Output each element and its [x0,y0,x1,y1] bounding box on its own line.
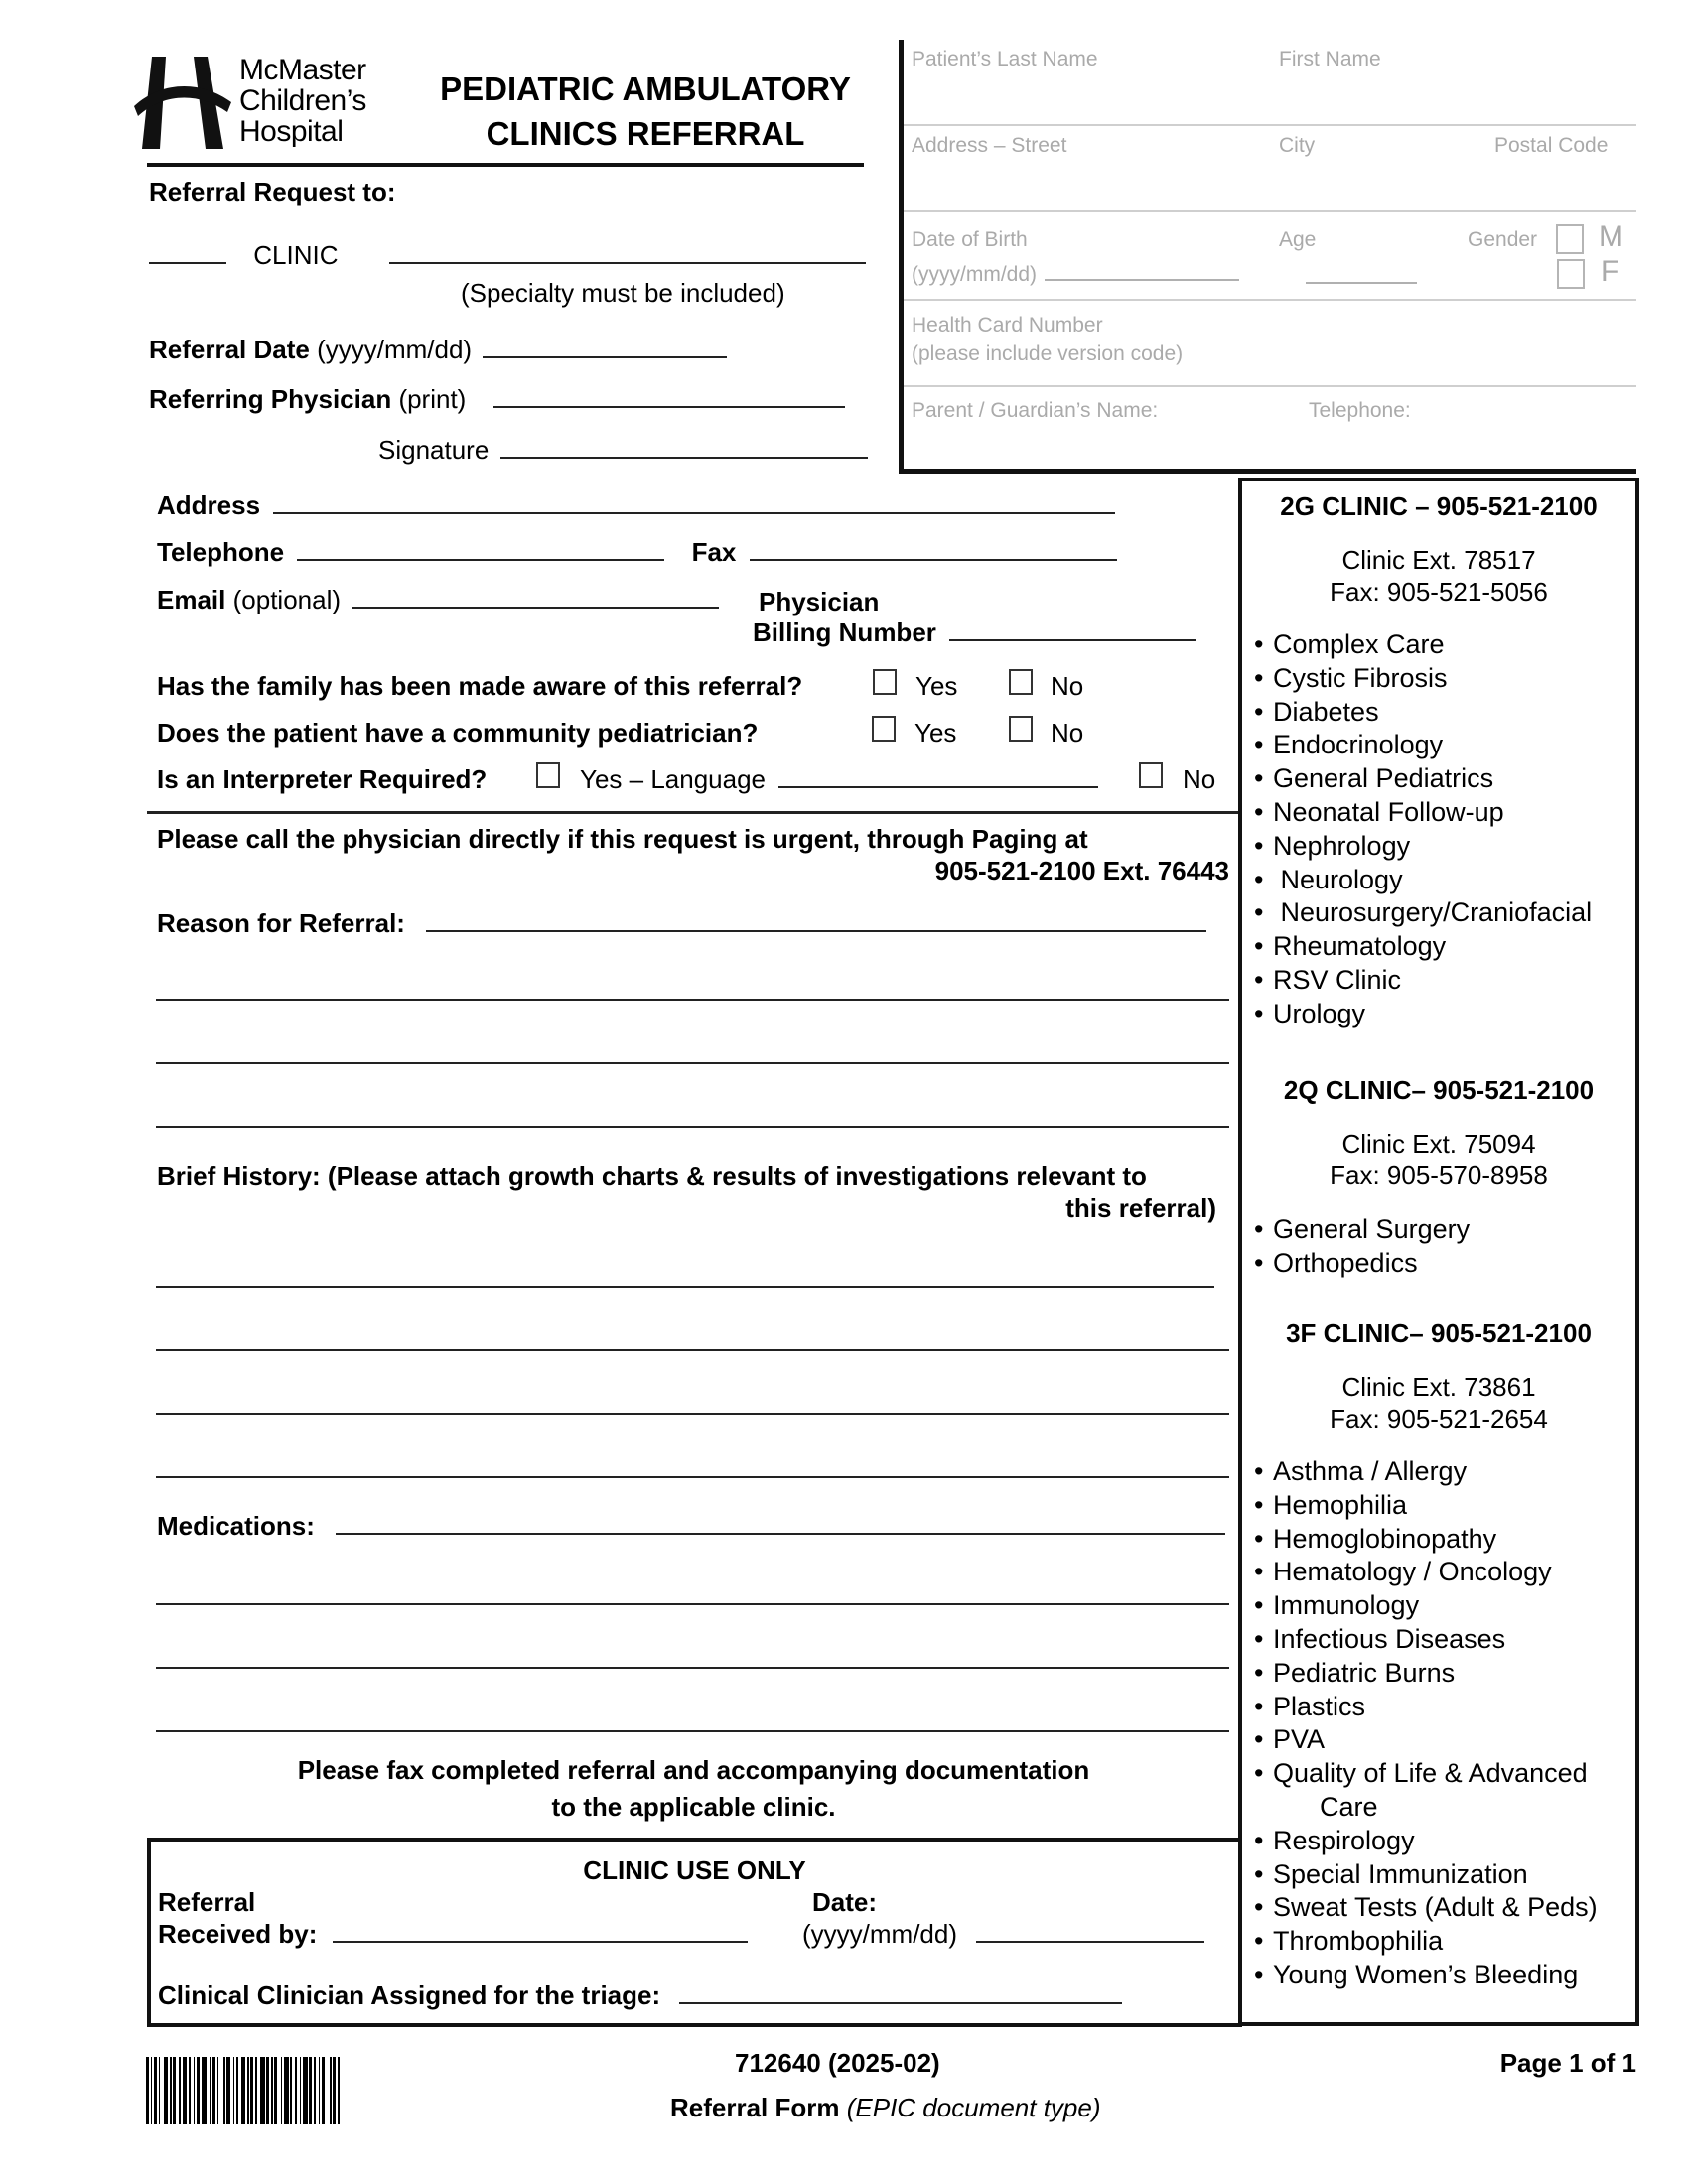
medications-field-line-2[interactable] [156,1603,1229,1605]
service-item: • Infectious Diseases [1254,1623,1598,1657]
interpreter-language-field[interactable] [778,786,1098,788]
hospital-arch-icon [132,55,231,154]
community-pediatrician-no-checkbox[interactable] [1009,716,1033,742]
billing-number-field[interactable] [949,639,1196,641]
form-name: Referral Form [670,2093,840,2122]
gender-m-label: M [1599,220,1623,253]
patient-name-row[interactable] [904,40,1636,126]
medications-field-line-4[interactable] [156,1730,1229,1732]
service-item: • Orthopedics [1254,1247,1470,1281]
community-pediatrician-yes-label: Yes [914,718,957,748]
form-type: (EPIC document type) [846,2093,1101,2122]
clinic-2g-ext: Clinic Ext. 78517 [1341,545,1536,575]
clinic-3f-fax: Fax: 905-521-2654 [1330,1404,1548,1433]
patient-dob-format: (yyyy/mm/dd) [912,263,1037,286]
service-item: • Asthma / Allergy [1254,1455,1598,1489]
history-field-line-2[interactable] [156,1349,1229,1351]
clinic-2g-services [1254,628,1592,1031]
fax-notice-line2: to the applicable clinic. [551,1792,836,1822]
clinic-directory [1238,478,1639,2026]
service-item: • Pediatric Burns [1254,1657,1598,1691]
history-label: Brief History: (Please attach growth charts & results of investigations relevant to [157,1161,1147,1191]
patient-last-name-label: Patient’s Last Name [912,48,1098,70]
patient-first-name-label: First Name [1279,48,1381,70]
service-item: • Neonatal Follow-up [1254,796,1592,830]
logo-line-1: McMaster [239,54,366,86]
address-row [157,490,1115,520]
service-item: • Respirology [1254,1825,1598,1858]
referral-date-format: (yyyy/mm/dd) [317,335,473,364]
received-by-field[interactable] [333,1941,748,1943]
clinic-2q-heading: 2Q CLINIC– 905-521-2100 [1283,1075,1595,1105]
clinician-label: Clinical Clinician Assigned for the triage: [158,1980,661,2010]
service-item: • Endocrinology [1254,729,1592,762]
address-label: Address [157,490,261,520]
interpreter-no-checkbox[interactable] [1139,762,1163,788]
question-interpreter: Is an Interpreter Required? [157,764,488,794]
family-aware-yes-label: Yes [915,671,958,701]
gender-f-checkbox[interactable] [1557,259,1585,289]
service-item: • Neurosurgery/Craniofacial [1254,896,1592,930]
gender-m-checkbox[interactable] [1556,224,1584,254]
patient-health-card-row[interactable] [904,301,1636,387]
clinic-row [149,240,866,270]
service-item: • Hemophilia [1254,1489,1598,1523]
service-item-continuation: Care [1320,1791,1378,1822]
service-item: • Thrombophilia [1254,1925,1598,1959]
barcode [146,2057,428,2124]
service-item: • General Surgery [1254,1213,1470,1247]
form-code: 712640 (2025-02) [735,2048,940,2078]
referring-physician-hint: (print) [398,384,467,414]
reason-field-line-1[interactable] [426,930,1206,932]
patient-age-label: Age [1279,228,1317,251]
logo-line-2: Children’s [239,84,366,117]
telephone-fax-row [157,537,1117,567]
service-item: • Complex Care [1254,628,1592,662]
community-pediatrician-yes-checkbox[interactable] [872,716,896,742]
clinic-number-field[interactable] [149,262,226,264]
fax-field[interactable] [750,559,1117,561]
title-divider [147,163,864,167]
service-item: • General Pediatrics [1254,762,1592,796]
patient-dob-row [904,212,1636,301]
billing-row [753,617,1196,647]
clinician-row [158,1980,1122,2010]
received-date-row [802,1919,1204,1949]
clinician-field[interactable] [679,2002,1122,2004]
email-field[interactable] [352,607,719,609]
title-line-2: CLINICS REFERRAL [486,115,805,152]
patient-age-field[interactable] [1306,282,1417,284]
patient-address-row[interactable] [904,126,1636,212]
family-aware-yes-checkbox[interactable] [873,669,897,695]
billing-label-line1: Physician [759,587,880,616]
service-item: • Rheumatology [1254,930,1592,964]
reason-field-line-2[interactable] [156,999,1229,1001]
clinic-2q-fax: Fax: 905-570-8958 [1330,1160,1548,1190]
service-item: • Quality of Life & Advanced [1254,1757,1598,1791]
service-item: • Sweat Tests (Adult & Peds) [1254,1891,1598,1925]
received-date-label: Date: [812,1887,878,1917]
medications-row [157,1511,1225,1541]
telephone-field[interactable] [297,559,664,561]
history-field-line-4[interactable] [156,1476,1229,1478]
patient-dob-field[interactable] [1045,279,1239,281]
question-community-pediatrician: Does the patient have a community pediatrician? [157,718,759,748]
address-field[interactable] [273,512,1115,514]
medications-field-line-3[interactable] [156,1667,1229,1669]
service-item: • Cystic Fibrosis [1254,662,1592,696]
gender-f-label: F [1601,255,1619,288]
referral-date-field[interactable] [483,356,727,358]
service-item: • Nephrology [1254,830,1592,864]
logo-line-3: Hospital [239,115,344,148]
clinic-2g-heading: 2G CLINIC – 905-521-2100 [1280,491,1598,521]
referral-date-label: Referral Date [149,335,310,364]
service-item: • Diabetes [1254,696,1592,730]
billing-label-line2: Billing Number [753,617,936,647]
interpreter-language-row [580,764,1098,794]
question-family-aware: Has the family has been made aware of this referral? [157,671,803,701]
clinic-label: CLINIC [253,240,339,270]
patient-gender-label: Gender [1468,228,1538,251]
medications-field-line-1[interactable] [336,1533,1225,1535]
community-pediatrician-no-label: No [1051,718,1084,748]
referral-date-row [149,335,727,364]
clinic-use-only-box [147,1838,1242,2027]
received-by-label-line1: Referral [158,1887,256,1917]
patient-city-label: City [1279,134,1316,157]
email-hint: (optional) [232,585,342,614]
medications-label: Medications: [157,1511,315,1541]
family-aware-no-checkbox[interactable] [1009,669,1033,695]
interpreter-yes-label: Yes – Language [580,764,767,794]
referring-physician-row [149,384,845,414]
signature-row [378,435,868,465]
service-item: • Neurology [1254,864,1592,897]
service-item: • PVA [1254,1723,1598,1757]
page-number: Page 1 of 1 [1499,2048,1636,2078]
received-by-row [158,1919,748,1949]
hospital-logo [132,55,390,154]
form-name-row [670,2093,1101,2122]
received-date-format: (yyyy/mm/dd) [802,1919,957,1949]
clinic-3f-ext: Clinic Ext. 73861 [1341,1372,1536,1402]
reason-row [157,908,1206,938]
received-by-label-line2: Received by: [158,1919,318,1949]
specialty-note: (Specialty must be included) [461,278,785,308]
patient-dob-format-row [912,263,1239,287]
history-field-line-3[interactable] [156,1413,1229,1415]
signature-label: Signature [378,435,490,465]
title-line-1: PEDIATRIC AMBULATORY [440,70,851,107]
patient-dob-label: Date of Birth [912,228,1028,251]
family-aware-no-label: No [1051,671,1084,701]
service-item: • Hematology / Oncology [1254,1556,1598,1589]
referral-request-label: Referral Request to: [149,177,396,206]
interpreter-no-label: No [1183,764,1216,794]
patient-guardian-row[interactable] [904,387,1636,469]
reason-label: Reason for Referral: [157,908,405,938]
fax-notice-line1: Please fax completed referral and accompanying documentation [297,1755,1090,1785]
clinic-3f-services [1254,1455,1598,1992]
patient-postal-label: Postal Code [1494,134,1609,157]
clinic-2q-ext: Clinic Ext. 75094 [1341,1129,1536,1159]
signature-field[interactable] [500,457,868,459]
fax-label: Fax [691,537,737,567]
health-card-hint: (please include version code) [912,342,1184,365]
page-title [417,67,874,156]
referring-physician-label: Referring Physician [149,384,392,414]
service-item: • Hemoglobinopathy [1254,1523,1598,1557]
clinic-2g-fax: Fax: 905-521-5056 [1330,577,1548,607]
interpreter-yes-checkbox[interactable] [536,762,560,788]
guardian-name-label: Parent / Guardian’s Name: [912,399,1159,422]
reason-field-line-3[interactable] [156,1062,1229,1064]
email-label: Email [157,585,226,614]
service-item: • Young Women’s Bleeding [1254,1959,1598,1992]
received-date-field[interactable] [976,1941,1204,1943]
logo-wordmark [239,55,366,147]
urgent-notice-line1: Please call the physician directly if this request is urgent, through Paging at [157,824,1088,854]
clinic-specialty-field[interactable] [389,262,866,264]
clinic-2q-services [1254,1213,1470,1281]
history-label-cont: this referral) [1065,1193,1216,1223]
section-divider [147,811,1240,814]
clinic-use-title: CLINIC USE ONLY [583,1855,806,1885]
reason-field-line-4[interactable] [156,1126,1229,1128]
guardian-telephone-label: Telephone: [1309,399,1411,422]
history-field-line-1[interactable] [156,1286,1214,1288]
service-item: • Special Immunization [1254,1858,1598,1892]
service-item: • Plastics [1254,1691,1598,1724]
service-item: • RSV Clinic [1254,964,1592,998]
telephone-label: Telephone [157,537,285,567]
service-item: • Urology [1254,998,1592,1031]
patient-street-label: Address – Street [912,134,1067,157]
email-row [157,585,719,614]
urgent-paging-number: 905-521-2100 Ext. 76443 [934,856,1229,886]
service-item: • Immunology [1254,1589,1598,1623]
patient-info-box [899,40,1636,474]
health-card-label: Health Card Number [912,314,1103,337]
referring-physician-field[interactable] [493,406,845,408]
clinic-3f-heading: 3F CLINIC– 905-521-2100 [1286,1318,1592,1348]
